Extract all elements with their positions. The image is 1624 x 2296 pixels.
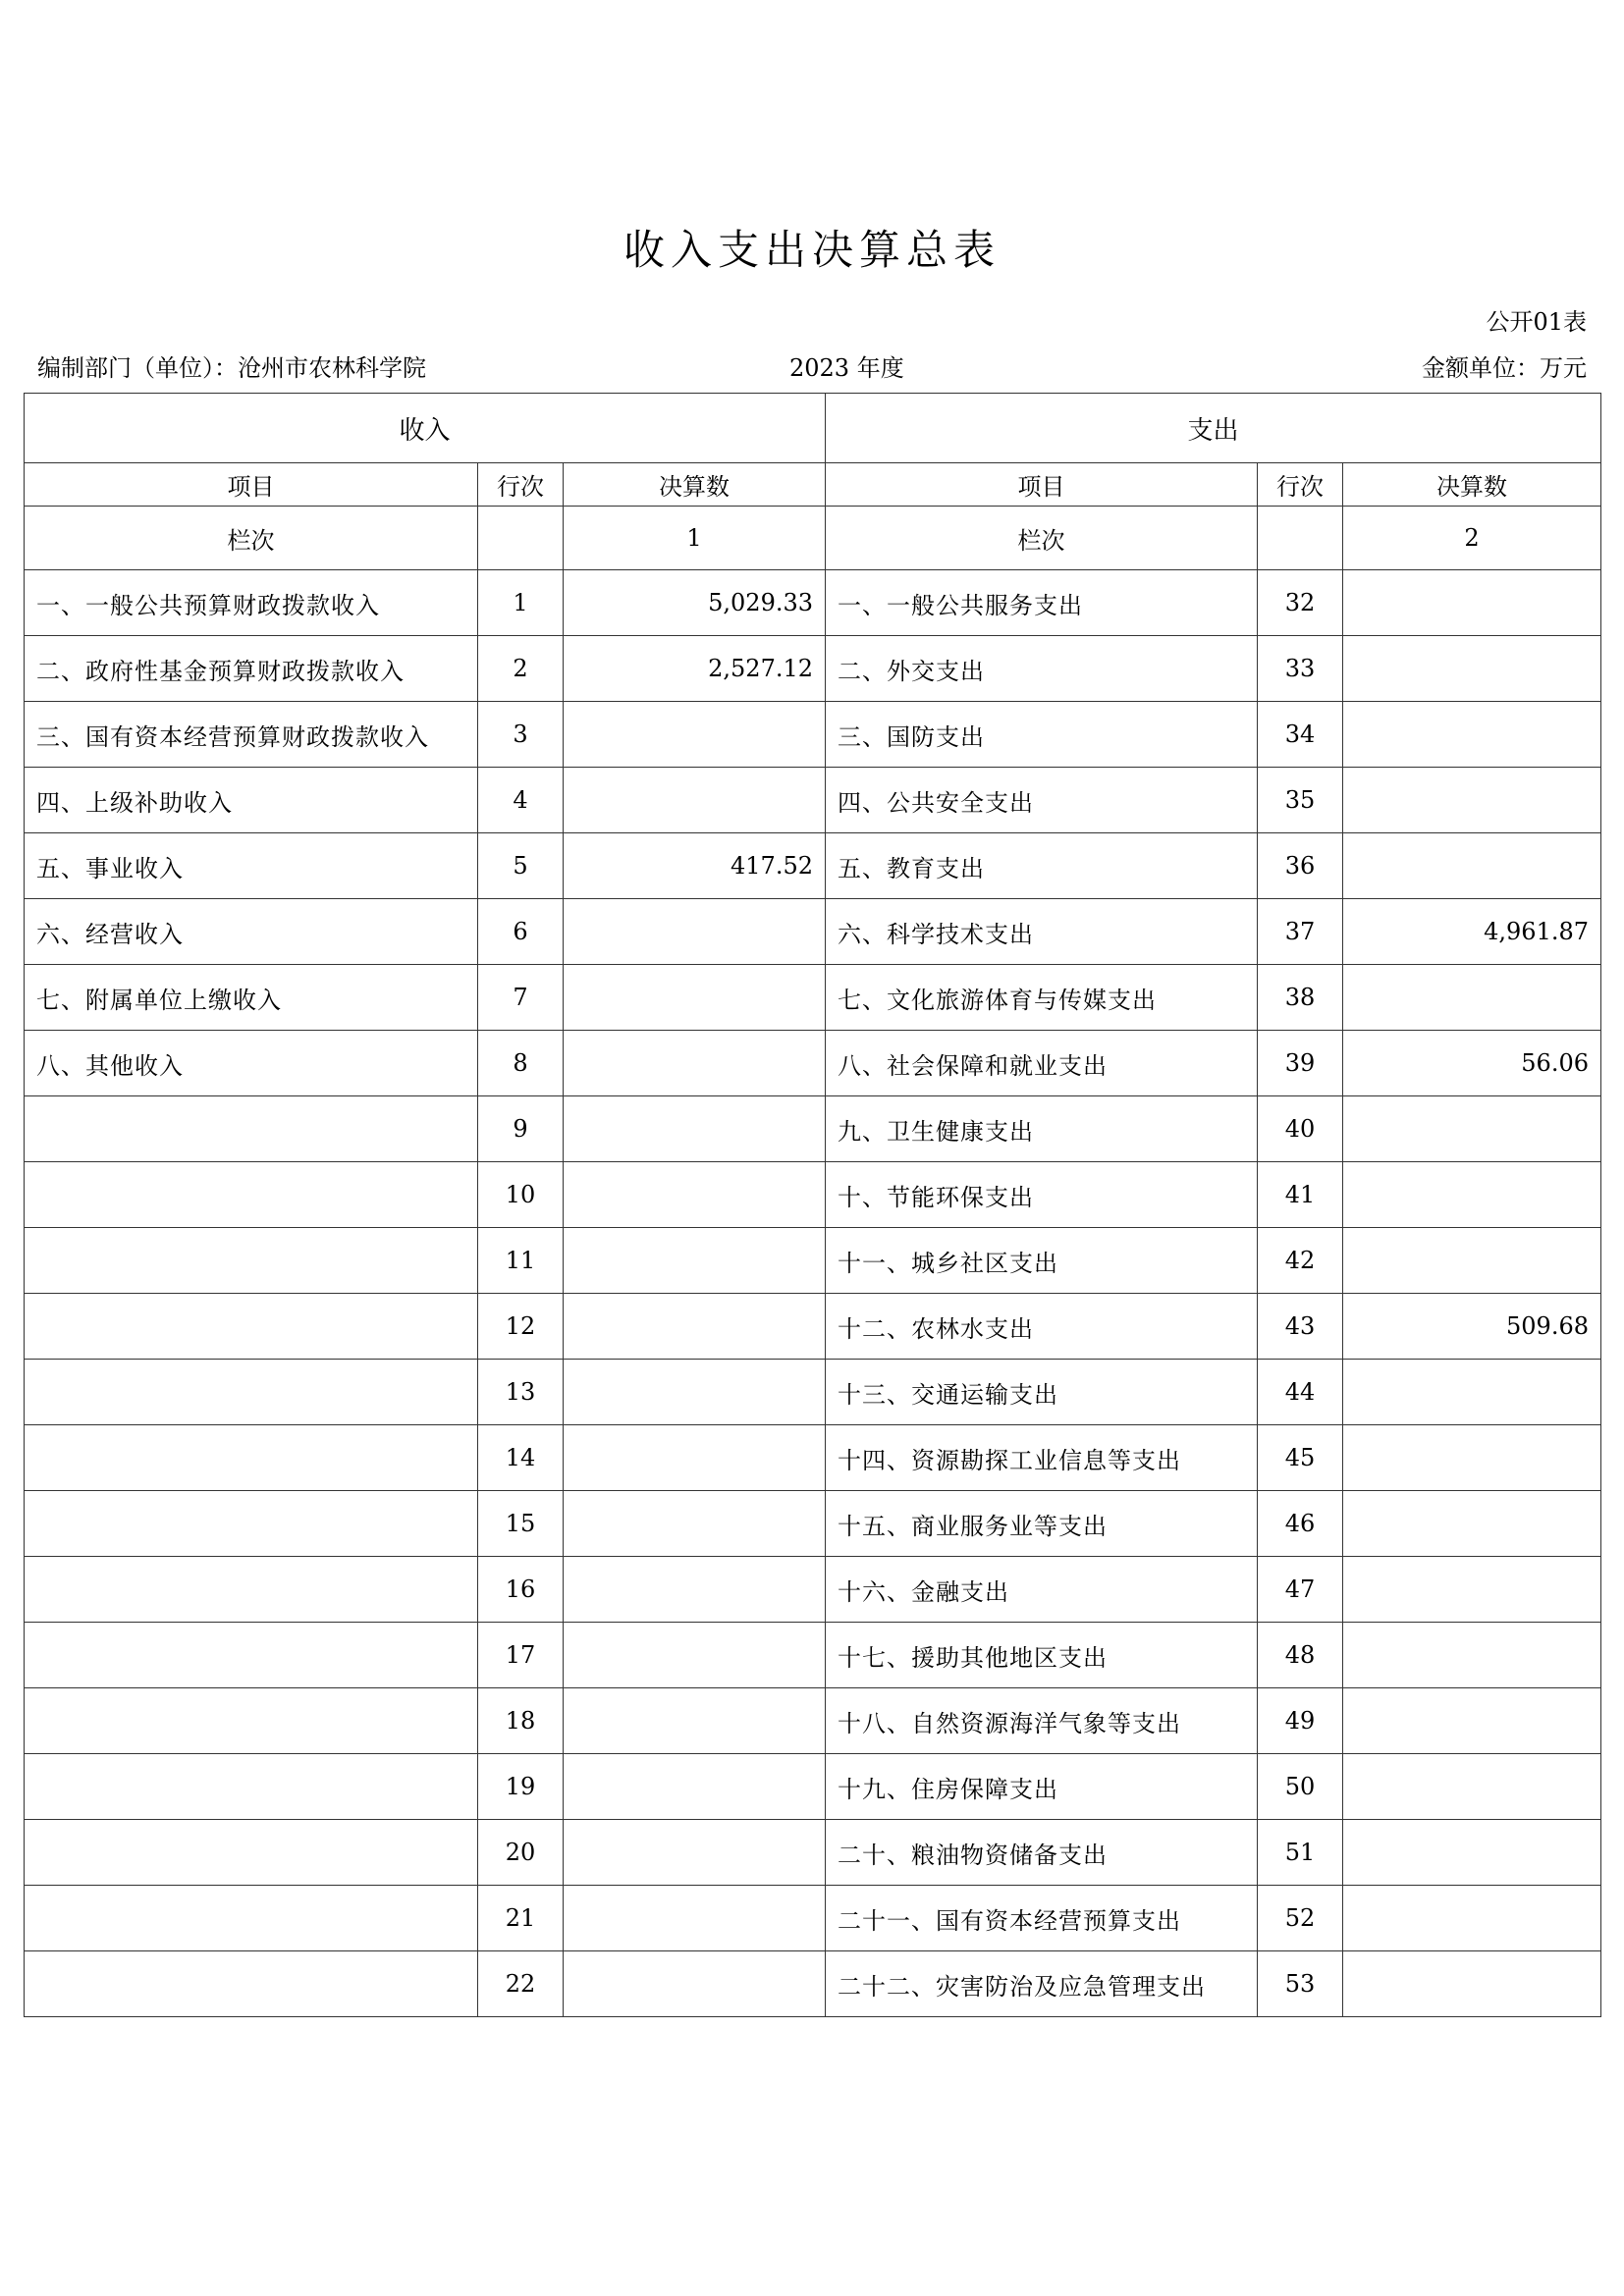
- income-item-cell: 四、上级补助收入: [25, 768, 478, 833]
- expense-item-cell: 十七、援助其他地区支出: [826, 1623, 1258, 1688]
- income-rowno-cell: 14: [478, 1425, 564, 1491]
- income-rowno-cell: 12: [478, 1294, 564, 1360]
- expense-rowno-cell: 36: [1258, 833, 1343, 899]
- expense-amount-cell: [1343, 1162, 1601, 1228]
- income-item-cell: [25, 1688, 478, 1754]
- table-row: [25, 636, 1601, 702]
- expense-item-cell: 九、卫生健康支出: [826, 1096, 1258, 1162]
- table-row: [25, 768, 1601, 833]
- income-rowno-cell: 21: [478, 1886, 564, 1951]
- expense-rowno-cell: 43: [1258, 1294, 1343, 1360]
- income-rowno-cell: 2: [478, 636, 564, 702]
- income-rowno-cell: 6: [478, 899, 564, 965]
- income-amount-cell: [564, 1228, 826, 1294]
- table-row: [25, 1557, 1601, 1623]
- income-rowno-cell: 5: [478, 833, 564, 899]
- income-rowno-cell: 9: [478, 1096, 564, 1162]
- expense-amount-cell: [1343, 570, 1601, 636]
- table-row: [25, 570, 1601, 636]
- expense-item-cell: 十六、金融支出: [826, 1557, 1258, 1623]
- expense-rowno-cell: 34: [1258, 702, 1343, 768]
- expense-rowno-cell: 45: [1258, 1425, 1343, 1491]
- income-item-cell: [25, 1557, 478, 1623]
- expense-item-cell: 十四、资源勘探工业信息等支出: [826, 1425, 1258, 1491]
- expense-item-cell: 八、社会保障和就业支出: [826, 1031, 1258, 1096]
- expense-rowno-cell: 39: [1258, 1031, 1343, 1096]
- income-amount-cell: [564, 702, 826, 768]
- expense-section-header: 支出: [826, 394, 1601, 463]
- income-rowno-cell: 17: [478, 1623, 564, 1688]
- income-item-cell: [25, 1754, 478, 1820]
- income-amount-cell: [564, 965, 826, 1031]
- table-row: [25, 1162, 1601, 1228]
- income-rowno-cell: 18: [478, 1688, 564, 1754]
- expense-amount-cell: 509.68: [1343, 1294, 1601, 1360]
- income-amount-cell: [564, 1754, 826, 1820]
- income-rowno-header: 行次: [478, 463, 564, 507]
- budget-summary-table: [24, 393, 1601, 2017]
- expense-item-cell: 十一、城乡社区支出: [826, 1228, 1258, 1294]
- income-amount-cell: [564, 1951, 826, 2017]
- income-column-number: 1: [564, 507, 826, 570]
- expense-rowno-cell: 33: [1258, 636, 1343, 702]
- table-row: [25, 1031, 1601, 1096]
- expense-amount-cell: [1343, 1688, 1601, 1754]
- income-item-cell: 三、国有资本经营预算财政拨款收入: [25, 702, 478, 768]
- income-amount-cell: [564, 1886, 826, 1951]
- income-amount-cell: 5,029.33: [564, 570, 826, 636]
- income-item-cell: [25, 1360, 478, 1425]
- table-row: [25, 1294, 1601, 1360]
- expense-rowno-cell: 47: [1258, 1557, 1343, 1623]
- expense-rowno-cell: 53: [1258, 1951, 1343, 2017]
- table-row: [25, 1425, 1601, 1491]
- income-amount-cell: [564, 768, 826, 833]
- income-item-cell: [25, 1425, 478, 1491]
- income-item-cell: [25, 1162, 478, 1228]
- expense-item-cell: 三、国防支出: [826, 702, 1258, 768]
- expense-column-number: 2: [1343, 507, 1601, 570]
- income-lanci-blank: [478, 507, 564, 570]
- expense-amount-cell: 56.06: [1343, 1031, 1601, 1096]
- table-row: [25, 1820, 1601, 1886]
- form-number: 公开01表: [1486, 308, 1587, 336]
- income-rowno-cell: 20: [478, 1820, 564, 1886]
- income-amount-cell: [564, 1820, 826, 1886]
- income-item-cell: 七、附属单位上缴收入: [25, 965, 478, 1031]
- expense-amount-cell: [1343, 768, 1601, 833]
- income-lanci-label: 栏次: [25, 507, 478, 570]
- expense-item-cell: 十八、自然资源海洋气象等支出: [826, 1688, 1258, 1754]
- page-title: 收入支出决算总表: [623, 226, 1001, 274]
- table-row: [25, 1228, 1601, 1294]
- income-rowno-cell: 19: [478, 1754, 564, 1820]
- income-rowno-cell: 15: [478, 1491, 564, 1557]
- table-row: [25, 1688, 1601, 1754]
- fiscal-year: 2023 年度: [789, 354, 904, 382]
- expense-item-cell: 六、科学技术支出: [826, 899, 1258, 965]
- income-item-header: 项目: [25, 463, 478, 507]
- income-amount-header: 决算数: [564, 463, 826, 507]
- expense-item-cell: 十九、住房保障支出: [826, 1754, 1258, 1820]
- expense-item-cell: 一、一般公共服务支出: [826, 570, 1258, 636]
- table-row: [25, 1491, 1601, 1557]
- table-row: [25, 1886, 1601, 1951]
- expense-rowno-cell: 37: [1258, 899, 1343, 965]
- expense-amount-cell: [1343, 702, 1601, 768]
- expense-amount-cell: 4,961.87: [1343, 899, 1601, 965]
- income-item-cell: [25, 1294, 478, 1360]
- expense-item-cell: 五、教育支出: [826, 833, 1258, 899]
- income-amount-cell: [564, 1096, 826, 1162]
- income-item-cell: 一、一般公共预算财政拨款收入: [25, 570, 478, 636]
- income-item-cell: 八、其他收入: [25, 1031, 478, 1096]
- income-amount-cell: [564, 1425, 826, 1491]
- expense-item-cell: 十三、交通运输支出: [826, 1360, 1258, 1425]
- expense-item-cell: 十、节能环保支出: [826, 1162, 1258, 1228]
- income-item-cell: 六、经营收入: [25, 899, 478, 965]
- income-rowno-cell: 4: [478, 768, 564, 833]
- income-amount-cell: [564, 1491, 826, 1557]
- income-section-header: 收入: [25, 394, 826, 463]
- expense-item-cell: 二十二、灾害防治及应急管理支出: [826, 1951, 1258, 2017]
- income-item-cell: 五、事业收入: [25, 833, 478, 899]
- income-rowno-cell: 10: [478, 1162, 564, 1228]
- income-rowno-cell: 16: [478, 1557, 564, 1623]
- income-amount-cell: [564, 1162, 826, 1228]
- expense-item-header: 项目: [826, 463, 1258, 507]
- table-row: [25, 702, 1601, 768]
- income-item-cell: [25, 1623, 478, 1688]
- expense-amount-cell: [1343, 1228, 1601, 1294]
- expense-rowno-cell: 35: [1258, 768, 1343, 833]
- expense-rowno-cell: 46: [1258, 1491, 1343, 1557]
- expense-amount-cell: [1343, 1491, 1601, 1557]
- income-amount-cell: 417.52: [564, 833, 826, 899]
- income-amount-cell: [564, 1688, 826, 1754]
- amount-unit: 金额单位：万元: [1422, 354, 1587, 382]
- expense-item-cell: 二十一、国有资本经营预算支出: [826, 1886, 1258, 1951]
- meta-line: [37, 348, 1587, 384]
- income-item-cell: [25, 1886, 478, 1951]
- expense-amount-cell: [1343, 1754, 1601, 1820]
- income-rowno-cell: 1: [478, 570, 564, 636]
- expense-rowno-cell: 44: [1258, 1360, 1343, 1425]
- income-amount-cell: 2,527.12: [564, 636, 826, 702]
- table-row: [25, 965, 1601, 1031]
- income-item-cell: 二、政府性基金预算财政拨款收入: [25, 636, 478, 702]
- expense-amount-cell: [1343, 636, 1601, 702]
- expense-amount-cell: [1343, 1623, 1601, 1688]
- expense-amount-cell: [1343, 1820, 1601, 1886]
- income-rowno-cell: 8: [478, 1031, 564, 1096]
- income-amount-cell: [564, 1294, 826, 1360]
- expense-rowno-cell: 40: [1258, 1096, 1343, 1162]
- expense-lanci-blank: [1258, 507, 1343, 570]
- table-row: [25, 1754, 1601, 1820]
- expense-amount-cell: [1343, 1557, 1601, 1623]
- income-rowno-cell: 3: [478, 702, 564, 768]
- expense-amount-cell: [1343, 965, 1601, 1031]
- table-row: [25, 833, 1601, 899]
- income-item-cell: [25, 1820, 478, 1886]
- income-item-cell: [25, 1951, 478, 2017]
- income-rowno-cell: 11: [478, 1228, 564, 1294]
- expense-item-cell: 二十、粮油物资储备支出: [826, 1820, 1258, 1886]
- expense-rowno-cell: 52: [1258, 1886, 1343, 1951]
- expense-rowno-cell: 49: [1258, 1688, 1343, 1754]
- income-amount-cell: [564, 1031, 826, 1096]
- expense-rowno-cell: 50: [1258, 1754, 1343, 1820]
- expense-item-cell: 七、文化旅游体育与传媒支出: [826, 965, 1258, 1031]
- expense-amount-cell: [1343, 1360, 1601, 1425]
- expense-rowno-cell: 48: [1258, 1623, 1343, 1688]
- table-row: [25, 1951, 1601, 2017]
- income-amount-cell: [564, 899, 826, 965]
- income-amount-cell: [564, 1360, 826, 1425]
- department-label: 编制部门（单位）：沧州市农林科学院: [37, 354, 426, 382]
- expense-rowno-cell: 41: [1258, 1162, 1343, 1228]
- expense-rowno-cell: 42: [1258, 1228, 1343, 1294]
- expense-amount-cell: [1343, 1096, 1601, 1162]
- expense-amount-cell: [1343, 833, 1601, 899]
- expense-rowno-cell: 51: [1258, 1820, 1343, 1886]
- table-row: [25, 1623, 1601, 1688]
- income-rowno-cell: 22: [478, 1951, 564, 2017]
- expense-item-cell: 二、外交支出: [826, 636, 1258, 702]
- expense-amount-cell: [1343, 1425, 1601, 1491]
- income-item-cell: [25, 1491, 478, 1557]
- expense-amount-cell: [1343, 1951, 1601, 2017]
- expense-rowno-cell: 32: [1258, 570, 1343, 636]
- expense-item-cell: 十二、农林水支出: [826, 1294, 1258, 1360]
- table-row: [25, 1096, 1601, 1162]
- income-rowno-cell: 13: [478, 1360, 564, 1425]
- expense-rowno-header: 行次: [1258, 463, 1343, 507]
- expense-item-cell: 十五、商业服务业等支出: [826, 1491, 1258, 1557]
- table-row: [25, 1360, 1601, 1425]
- table-row: [25, 899, 1601, 965]
- expense-amount-header: 决算数: [1343, 463, 1601, 507]
- expense-lanci-label: 栏次: [826, 507, 1258, 570]
- income-rowno-cell: 7: [478, 965, 564, 1031]
- expense-rowno-cell: 38: [1258, 965, 1343, 1031]
- income-item-cell: [25, 1096, 478, 1162]
- income-amount-cell: [564, 1623, 826, 1688]
- income-item-cell: [25, 1228, 478, 1294]
- expense-amount-cell: [1343, 1886, 1601, 1951]
- expense-item-cell: 四、公共安全支出: [826, 768, 1258, 833]
- income-amount-cell: [564, 1557, 826, 1623]
